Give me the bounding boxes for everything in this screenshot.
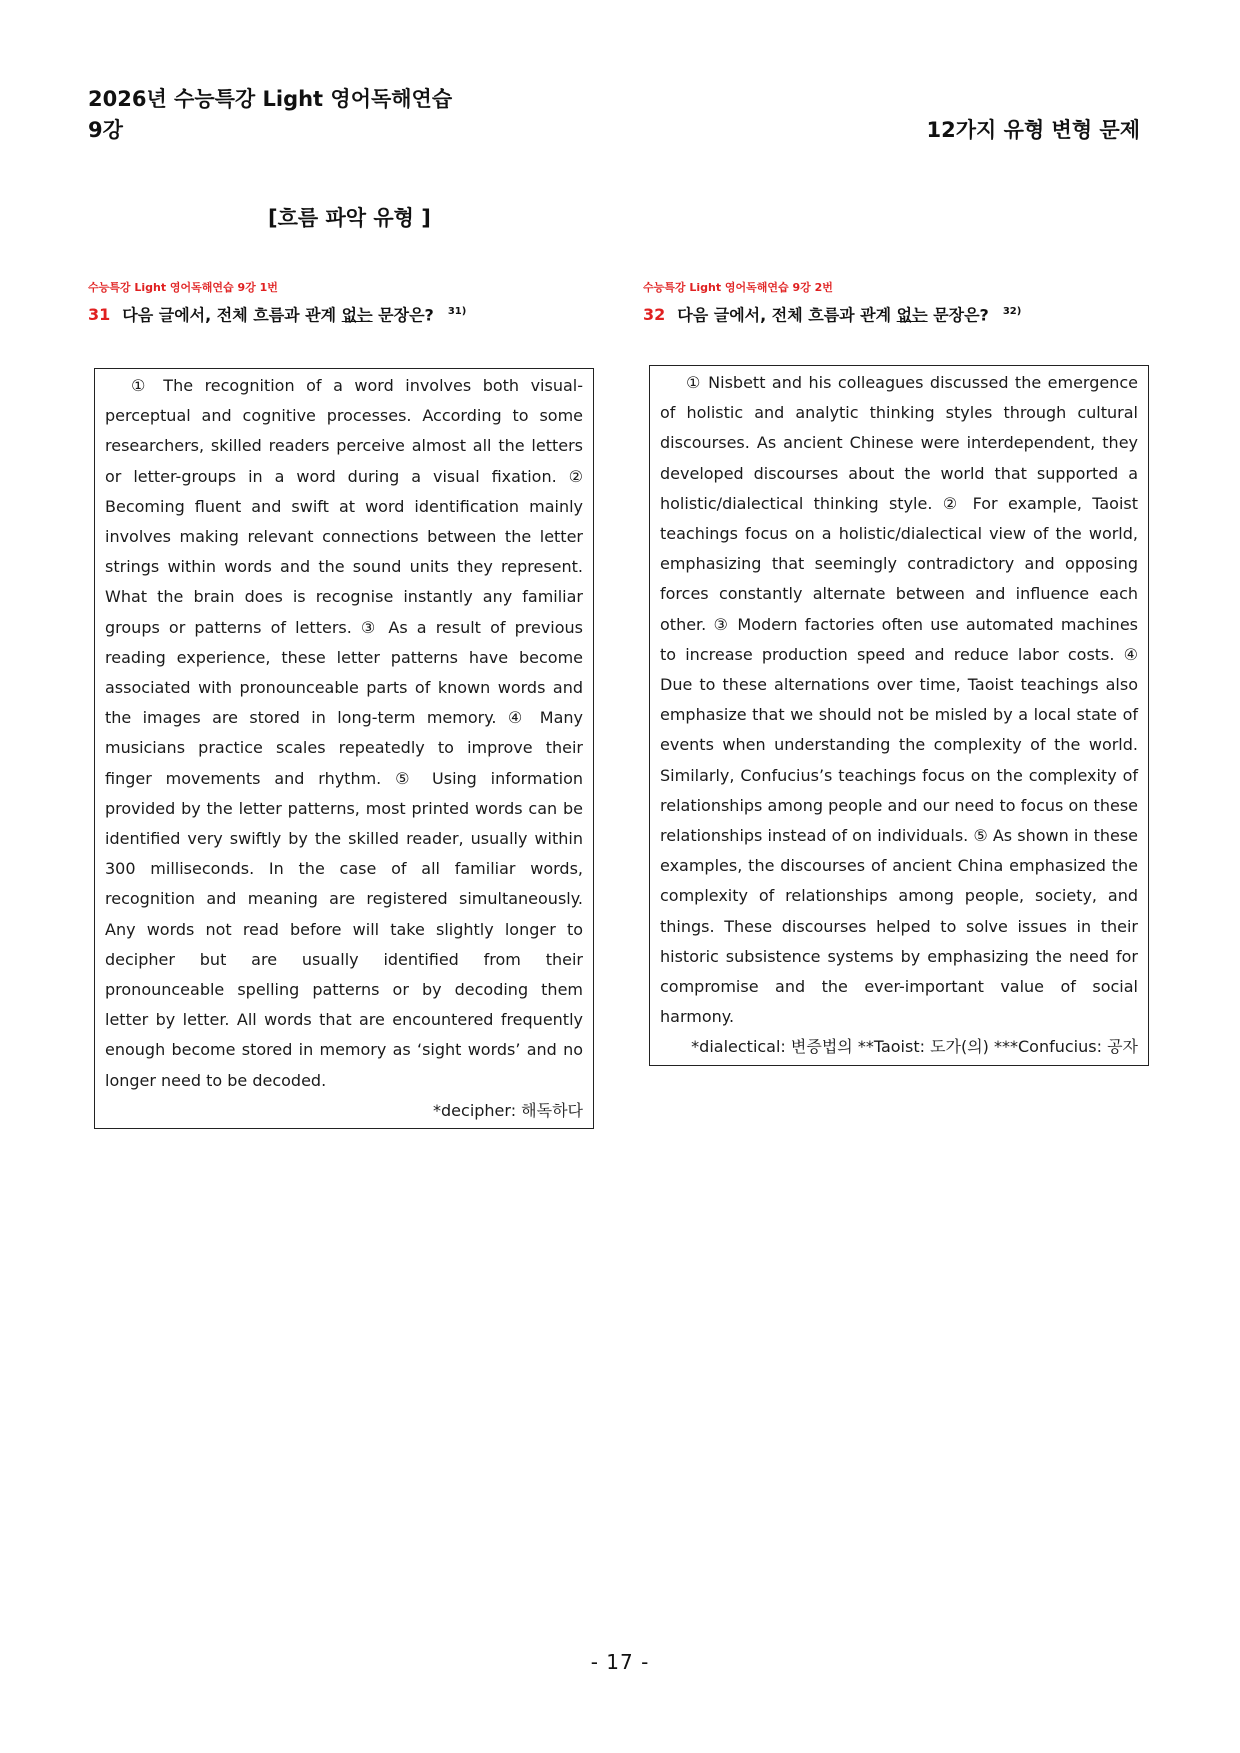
footnote-reference: 32) xyxy=(1002,306,1022,317)
question-32-header xyxy=(643,280,1143,327)
passage-vocab-note: *dialectical: 변증법의 **Taoist: 도가(의) ***Confucius: 공자 xyxy=(691,1037,1138,1057)
question-prompt xyxy=(122,305,434,324)
passage-text: ① The recognition of a word involves both visual-perceptual and cognitive processes. According to some researchers, skilled readers perceive almost all the letters or letter-groups in a word during a visual fixation. ② Becoming fluent and swift at word identification mainly involves making relevant connections between the letter strings within words and the sound units they represent. What the brain does is recognise instantly any familiar groups or patterns of letters. ③ As a result of previous reading experience, these letter patterns have become associated with pronounceable parts of known words and the images are stored in long-term memory. ④ Many musicians practice scales repeatedly to improve their finger movements and rhythm. ⑤ Using information provided by the letter patterns, most printed words can be identified very swiftly by the skilled reader, usually within 300 milliseconds. In the case of all familiar words, recognition and meaning are registered simultaneously. Any words not read before will take slightly longer to decipher but are usually identified from their pronounceable spelling patterns or by decoding them letter by letter. All words that are encountered frequently enough become stored in memory as ‘sight words’ and no longer need to be decoded. xyxy=(105,376,583,1090)
question-source: 수능특강 Light 영어독해연습 9강 2번 xyxy=(643,281,833,294)
prompt-text-end: 문장은? xyxy=(927,305,989,325)
passage-box-31 xyxy=(94,368,594,1129)
passage-text: ① Nisbett and his colleagues discussed the emergence of holistic and analytic thinking styles through cultural discourses. As ancient Chinese were interdependent, they developed discourses about the world that supported a holistic/dialectical thinking style. ② For example, Taoist teachings focus on a holistic/dialectical view of the world, emphasizing that seemingly contradictory and opposing forces constantly alternate between and influence each other. ③ Modern factories often use automated machines to increase production speed and reduce labor costs. ④ Due to these alternations over time, Taoist teachings also emphasize that we should not be misled by a local state of events when understanding the complexity of the world. Similarly, Confucius’s teachings focus on the complexity of relationships among people and our need to focus on these relationships instead of on individuals. ⑤ As shown in these examples, the discourses of ancient China emphasized the complexity of relationships among people, society, and things. These discourses helped to solve issues in their historic subsistence systems by emphasizing the need for compromise and the ever-important value of social harmony. xyxy=(660,373,1138,1027)
prompt-underlined-word: 없는 xyxy=(896,305,928,325)
question-31-header xyxy=(88,280,588,327)
prompt-text-end: 문장은? xyxy=(372,305,434,325)
question-number: 32 xyxy=(643,305,666,325)
question-prompt-line xyxy=(643,300,1143,327)
section-title: [흐름 파악 유형 ] xyxy=(268,206,431,230)
prompt-underlined-word: 없는 xyxy=(341,305,373,325)
passage-box-32 xyxy=(649,365,1149,1066)
question-source: 수능특강 Light 영어독해연습 9강 1번 xyxy=(88,281,278,294)
footnote-reference: 31) xyxy=(447,306,467,317)
page-number: - 17 - xyxy=(590,1650,650,1674)
prompt-text: 다음 글에서, 전체 흐름과 관계 xyxy=(122,305,342,325)
question-prompt xyxy=(677,305,989,324)
document-title: 2026년 수능특강 Light 영어독해연습 xyxy=(88,87,453,111)
passage-vocab-note: *decipher: 해독하다 xyxy=(433,1100,583,1120)
prompt-text: 다음 글에서, 전체 흐름과 관계 xyxy=(677,305,897,325)
question-number: 31 xyxy=(88,305,111,325)
lesson-label: 9강 xyxy=(88,118,123,142)
problem-set-title: 12가지 유형 변형 문제 xyxy=(926,118,1140,142)
question-prompt-line xyxy=(88,300,588,327)
document-header xyxy=(88,84,452,146)
